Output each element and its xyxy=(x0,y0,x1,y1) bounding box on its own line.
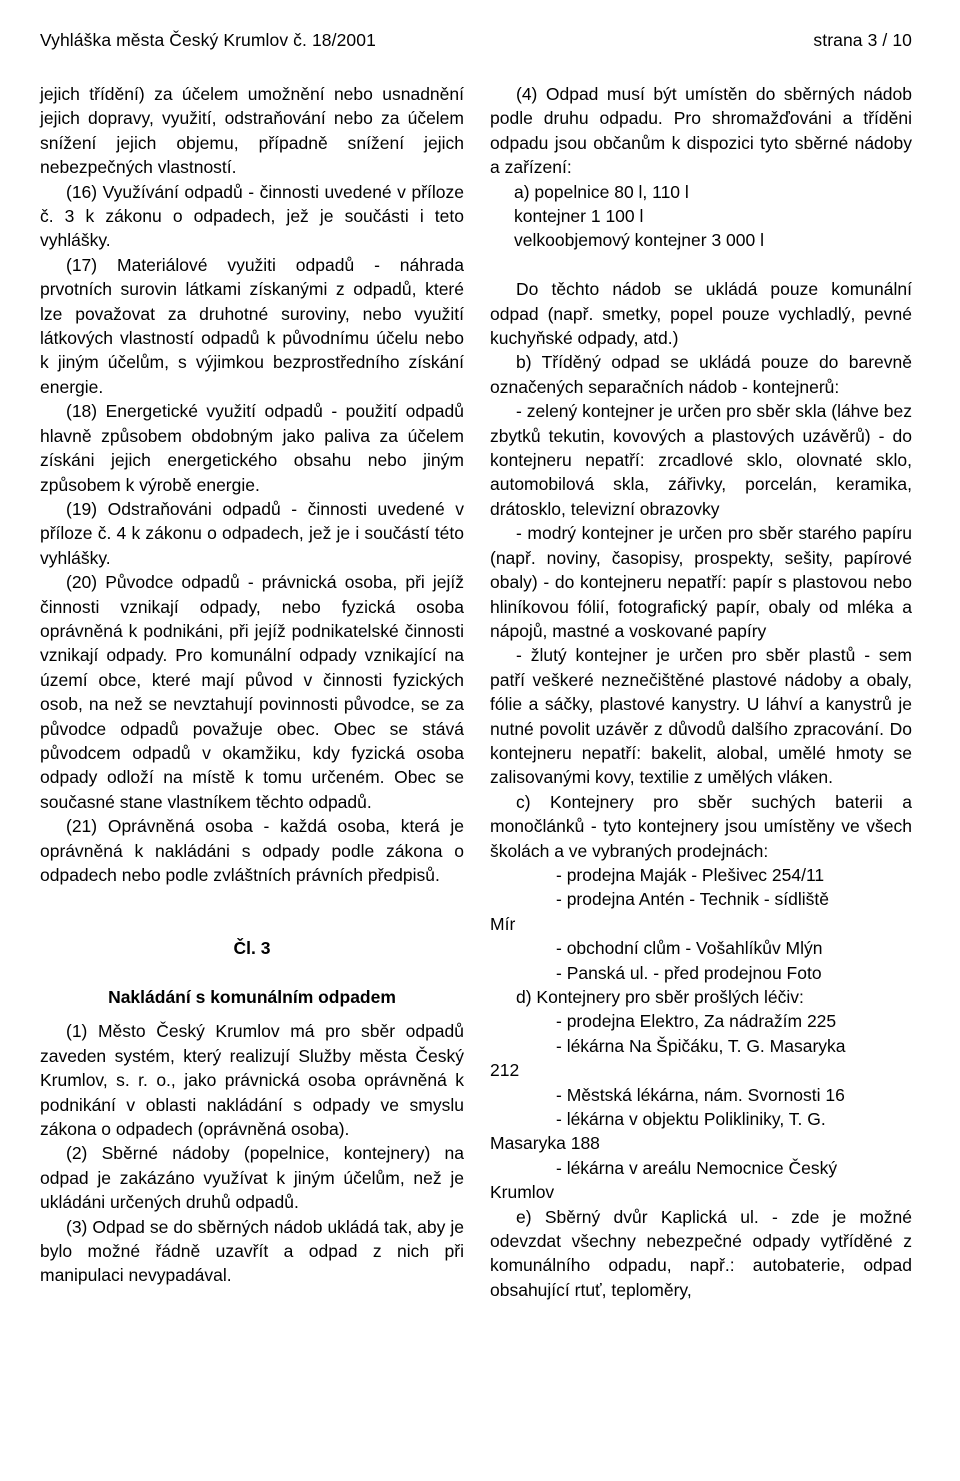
medicine-location-4: - lékárna v objektu Polikliniky, T. G. xyxy=(556,1109,826,1130)
paragraph-medicine-containers: d) Kontejnery pro sběr prošlých léčiv: xyxy=(516,987,804,1008)
left-column xyxy=(40,82,464,1288)
paragraph-sorted-waste: b) Tříděný odpad se ukládá pouze do barevně označených separačních nádob - kontejnerů: xyxy=(490,352,912,397)
right-column xyxy=(490,82,912,1302)
paragraph-continuation: jejich třídění) za účelem umožnění nebo usnadnění jejich dopravy, využití, odstraňování nebo za účelem snížení jejich objemu, případně snížení jejich nebezpečných vlastností. xyxy=(40,84,464,178)
medicine-location-3: - Městská lékárna, nám. Svornosti 16 xyxy=(556,1084,845,1105)
medicine-location-5: - lékárna v areálu Nemocnice Český xyxy=(556,1157,838,1178)
medicine-location-2-cont: 212 xyxy=(490,1060,520,1081)
header-title: Vyhláška města Český Krumlov č. 18/2001 xyxy=(40,29,376,50)
page-header xyxy=(40,22,912,58)
paragraph-16: (16) Využívání odpadů - činnosti uvedené v příloze č. 3 k zákonu o odpadech, jež je součásti i teto vyhlášky. xyxy=(40,181,464,251)
medicine-location-1: - prodejna Elektro, Za nádražím 225 xyxy=(556,1011,837,1032)
paragraph-21: (21) Oprávněná osoba - každá osoba, která je oprávněná k nakládáni s odpady podle zákona o odpadech nebo podle zvláštních právních předpisů. xyxy=(40,816,464,885)
yellow-container-item: - žlutý kontejner je určen pro sběr plastů - sem patří veškeré neznečištěné plastové nádoby a obaly, fólie a sáčky, plastové kanystry. U láhví a kanystrů je nutné povolit uzávěr z důvodů dalšího zpracování. Do kontejneru nepatří: bakelit, alobal, umělé hmoty se zalisovanými kovy, textilie z umělých vláken. xyxy=(490,645,912,788)
header-page-number: strana 3 / 10 xyxy=(813,29,912,50)
battery-location-4: - Panská ul. - před prodejnou Foto xyxy=(556,962,822,983)
battery-location-1: - prodejna Maják - Plešivec 254/11 xyxy=(556,864,825,885)
paragraph-18: (18) Energetické využití odpadů - použití odpadů hlavně způsobem obdobným jako paliva za účelem získáni jejich energetického obsahu nebo jiným způsobem k výrobě energie. xyxy=(40,401,464,495)
article-number: Čl. 3 xyxy=(233,938,271,959)
green-container-item: - zelený kontejner je určen pro sběr skla (láhve bez zbytků tekutin, kovových a plastových uzávěrů) - do kontejneru nepatří: zrcadlové sklo, olovnaté sklo, automobilová skla, zářivky, porcelán, keramika, drátosklo, televizní obrazovky xyxy=(490,401,912,519)
article-paragraph-2: (2) Sběrné nádoby (popelnice, kontejnery) na odpad je zakázáno využívat k jiným účelům, než je ukládáni určených druhů odpadů. xyxy=(40,1143,464,1213)
paragraph-mixed-waste: Do těchto nádob se ukládá pouze komunální odpad (např. smetky, popel pouze vychladlý, pevné kuchyňské odpady, atd.) xyxy=(490,279,912,349)
blue-container-item: - modrý kontejner je určen pro sběr starého papíru (např. noviny, časopisy, prospekty, sešity, papírové obaly) - do kontejneru nepatří: papír s plastovou nebo hliníkovou fólií, fotografický papír, obaly od mléka a nápojů, mastné a voskované papíry xyxy=(490,523,912,641)
battery-location-2-cont: Mír xyxy=(490,913,516,934)
bin-type-a: a) popelnice 80 l, 110 l xyxy=(514,181,689,202)
paragraph-20: (20) Původce odpadů - právnická osoba, při jejíž činnosti vznikají odpady, nebo fyzická osoba oprávněná k podnikáni, při jejíž podnikatelské činnosti vznikají odpady. Pro komunální odpady vznikající na území obce, které mají původ v činnosti fyzických osob, na než se nevztahují povinnosti původce, se za původce odpadů považuje obec. Obec se stává původcem odpadů v okamžiku, kdy fyzická osoba odpady odloží na místě k tomu určeném. Obec se současné stane vlastníkem těchto odpadů. xyxy=(40,572,464,812)
article-paragraph-1: (1) Město Český Krumlov má pro sběr odpadů zaveden systém, který realizují Služby města Český Krumlov, s. r. o., jako právnická osoba oprávněná k podnikání v oblasti nakládání s odpady ve smyslu zákona o odpadech (oprávněná osoba). xyxy=(40,1021,464,1140)
bin-type-container: kontejner 1 100 l xyxy=(514,206,644,227)
battery-location-3: - obchodní clům - Vošahlíkův Mlýn xyxy=(556,938,823,959)
bin-type-large-container: velkoobjemový kontejner 3 000 l xyxy=(514,230,765,251)
battery-location-2: - prodejna Antén - Technik - sídliště xyxy=(556,889,830,910)
paragraph-battery-containers: c) Kontejnery pro sběr suchých baterii a monočlánků - tyto kontejnery jsou umístěny ve všech školách a ve vybraných prodejnách: xyxy=(490,791,912,861)
paragraph-19: (19) Odstraňováni odpadů - činnosti uvedené v příloze č. 4 k zákonu o odpadech, jež je i součástí této vyhlášky. xyxy=(40,498,464,568)
paragraph-collection-yard: e) Sběrný dvůr Kaplická ul. - zde je možné odevzdat všechny nebezpečné odpady vytříděné z komunálního odpadu, např.: autobaterie, odpad obsahující rtuť, teploměry, xyxy=(490,1206,912,1300)
article-paragraph-3: (3) Odpad se do sběrných nádob ukládá tak, aby je bylo možné řádně uzavřít a odpad z nich při manipulaci nevypadával. xyxy=(40,1216,464,1286)
article-title: Nakládání s komunálním odpadem xyxy=(108,986,396,1007)
medicine-location-5-cont: Krumlov xyxy=(490,1182,555,1203)
article-paragraph-4: (4) Odpad musí být umístěn do sběrných nádob podle druhu odpadu. Pro shromažďováni a tříděni odpadu jsou občanům k dispozici tyto sběrné nádoby a zařízení: xyxy=(490,84,912,178)
paragraph-17: (17) Materiálové využiti odpadů - náhrada prvotních surovin látkami získanými z odpadů, které lze považovat za druhotné suroviny, nebo využití látkových vlastností odpadů k původnímu účelu nebo k jiným účelům, s výjimkou bezprostředního získání energie. xyxy=(40,254,464,397)
medicine-location-2: - lékárna Na Špičáku, T. G. Masaryka xyxy=(556,1035,846,1056)
medicine-location-4-cont: Masaryka 188 xyxy=(490,1133,600,1154)
